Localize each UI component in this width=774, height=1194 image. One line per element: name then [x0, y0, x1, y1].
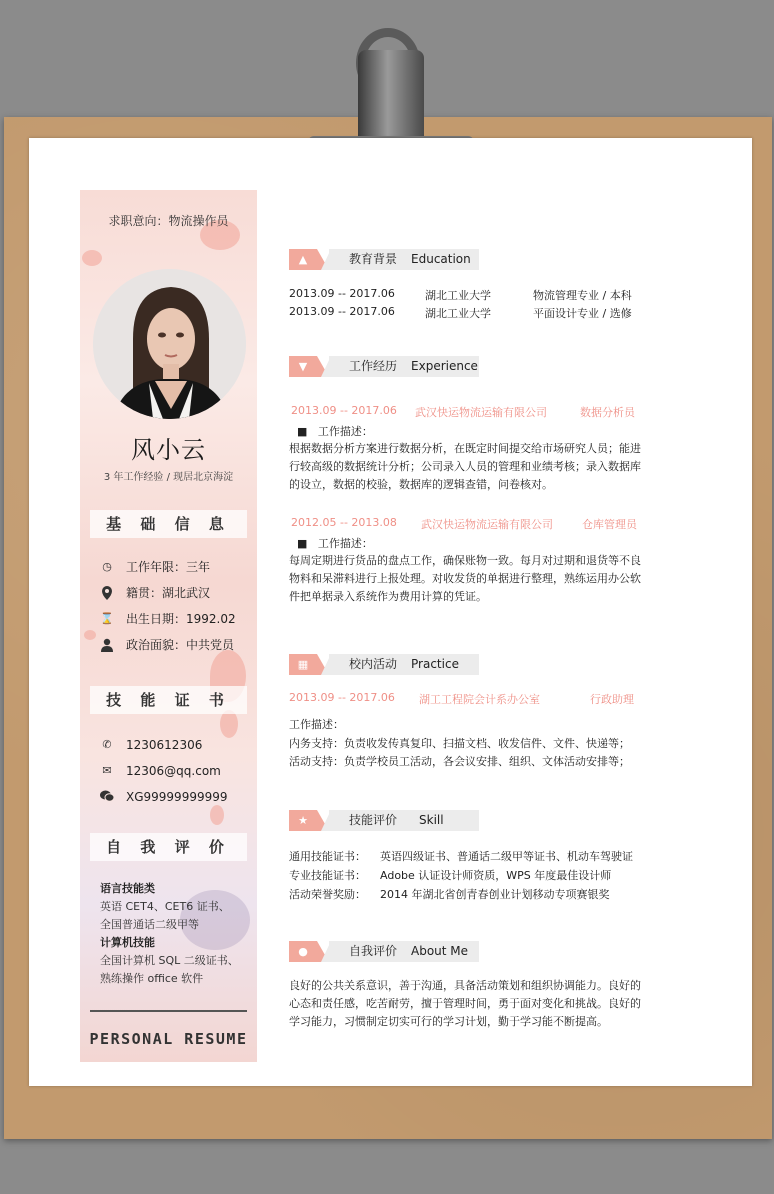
location-pin-icon	[100, 586, 114, 600]
info-political: 政治面貌：中共党员	[100, 636, 234, 653]
wechat-icon	[100, 790, 114, 804]
trophy-icon: ★	[289, 810, 317, 831]
education-row: 2013.09 -- 2017.06 湖北工业大学 物流管理专业 / 本科	[289, 287, 632, 302]
about-text: 良好的公共关系意识，善于沟通，具备活动策划和组织协调能力。良好的心态和责任感，吃苦耐劳，擅于管理时间，勇于面对变化和挑战。良好的学习能力，习惯制定切实可行的学习计划，勤于学习能不断提高。	[289, 979, 641, 1028]
info-hometown: 籍贯：湖北武汉	[100, 584, 210, 601]
graduation-cap-icon: ▲	[289, 249, 317, 270]
campus-line-1: 内务支持：负责收发传真复印、扫描文档、收发信件、文件、快递等；	[289, 737, 630, 750]
phone-icon: ✆	[102, 738, 112, 751]
education-row: 2013.09 -- 2017.06 湖北工业大学 平面设计专业 / 选修	[289, 305, 632, 320]
personal-resume-label: PERSONAL RESUME	[89, 1030, 248, 1048]
info-birthdate: ⌛ 出生日期：1992.02	[100, 611, 236, 626]
self-eval-heading: 自 我 评 价	[90, 833, 247, 861]
grid-icon: ▦	[289, 654, 317, 675]
clock-icon: ◷	[102, 559, 112, 573]
candidate-subtitle: 3 年工作经验 / 现居北京海淀	[103, 472, 234, 483]
skill-row: 活动荣誉奖励： 2014 年湖北省创青春创业计划移动专项赛银奖	[289, 888, 610, 901]
person-icon	[100, 638, 114, 652]
job-1-description: 根据数据分析方案进行数据分析，在既定时间提交给市场研究人员；能进行较高级的数据统计分析；公司录入人员的管理和业绩考核；录入数据库的设立，数据的校验，数据库的逻辑查错，问卷核对。	[289, 442, 641, 491]
resume-sidebar	[80, 190, 257, 1062]
hourglass-icon: ⌛	[100, 611, 114, 625]
candidate-name: 风小云	[131, 436, 206, 464]
contact-email: ✉ 12306@qq.com	[100, 764, 221, 778]
job-2-label: ■ 工作描述：	[297, 537, 373, 550]
skill-row: 专业技能证书： Adobe 认证设计师资质，WPS 年度最佳设计师	[289, 869, 612, 882]
job-1-header: 2013.09 -- 2017.06 武汉快运物流运输有限公司 数据分析员	[291, 404, 635, 419]
tie-icon: ▼	[289, 356, 317, 377]
person-icon: ●	[289, 941, 317, 962]
contact-phone: ✆ 1230612306	[100, 738, 202, 752]
self-eval-content: 语言技能类 英语 CET4、CET6 证书、全国普通话二级甲等 计算机技能 全国计算机 SQL 二级证书、熟练操作 office 软件	[100, 882, 239, 985]
job-2-description: 每周定期进行货品的盘点工作，确保账物一致。每月对过期和退货等不良物料和呆滞料进行上报处理。对收发货的单据进行整理，熟练运用办公软件把单据录入系统作为费用计算的凭证。	[289, 554, 641, 603]
job-1-label: ■ 工作描述：	[297, 425, 373, 438]
info-years: ◷ 工作年限：三年	[100, 558, 210, 575]
campus-row: 2013.09 -- 2017.06 湖工工程院会计系办公室 行政助理	[289, 691, 634, 706]
campus-label: 工作描述：	[289, 718, 344, 731]
basic-info-heading: 基 础 信 息	[90, 510, 247, 538]
job-intent: 求职意向：物流操作员	[108, 214, 229, 228]
contact-heading: 技 能 证 书	[90, 686, 247, 714]
skill-row: 通用技能证书： 英语四级证书、普通话二级甲等证书、机动车驾驶证	[289, 850, 633, 863]
profile-photo	[93, 269, 246, 419]
email-icon: ✉	[102, 764, 112, 777]
footer-divider	[90, 1010, 247, 1012]
contact-wechat: XG99999999999	[100, 790, 228, 804]
job-2-header: 2012.05 -- 2013.08 武汉快运物流运输有限公司 仓库管理员	[291, 516, 637, 531]
campus-line-2: 活动支持：负责学校员工活动，各会议安排、组织、文体活动安排等；	[289, 755, 630, 768]
